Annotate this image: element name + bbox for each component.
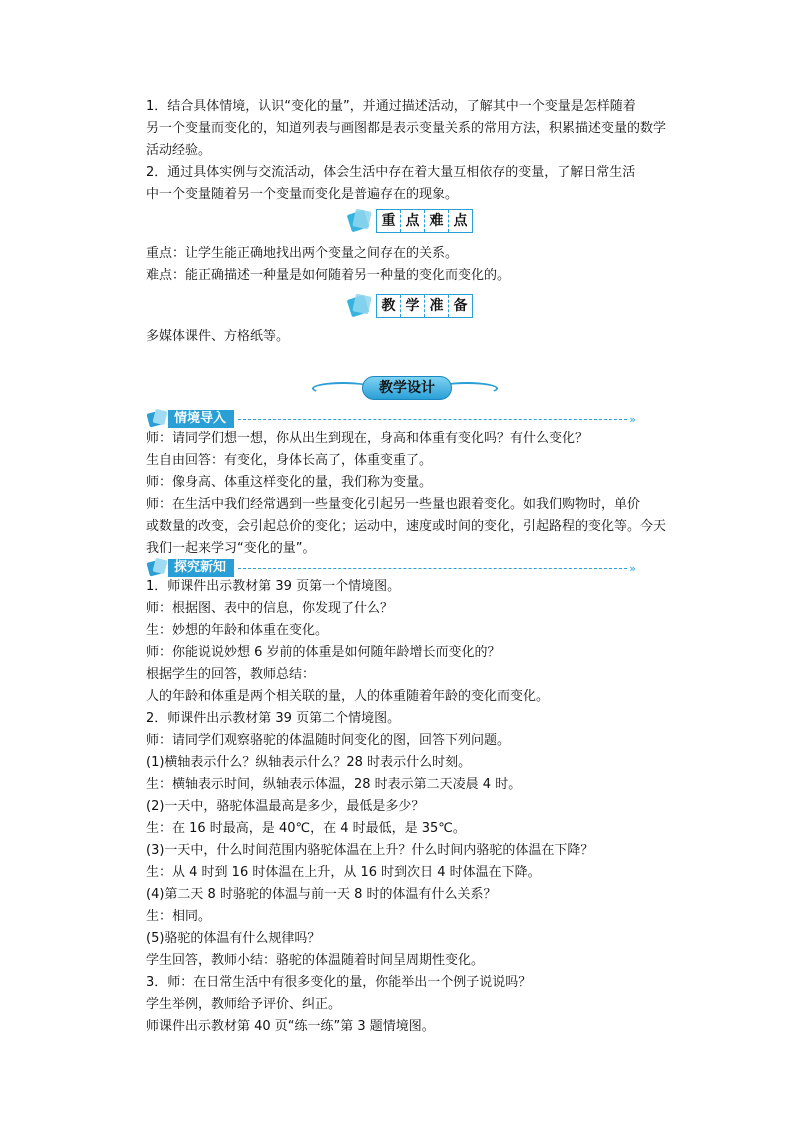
explore-line: (3)一天中，什么时间范围内骆驼体温在上升？什么时间内骆驼的体温在下降？ xyxy=(146,843,594,858)
intro-line: 或数量的改变，会引起总价的变化；运动中，速度或时间的变化，引起路程的变化等。今天 xyxy=(146,519,667,534)
double-chevron-icon: » xyxy=(629,561,636,575)
intro-line: 师：像身高、体重这样变化的量，我们称为变量。 xyxy=(146,475,433,490)
badge-char: 点 xyxy=(401,210,425,232)
explore-line: 2．师课件出示教材第 39 页第二个情境图。 xyxy=(146,711,401,726)
book-icon xyxy=(146,558,168,578)
explore-line: (5)骆驼的体温有什么规律吗？ xyxy=(146,931,321,946)
dashed-divider xyxy=(238,568,627,569)
preparation-badge xyxy=(346,293,473,319)
key-points-badge xyxy=(346,208,473,234)
intro-line: 我们一起来学习“变化的量”。 xyxy=(146,541,316,556)
goal-line: 活动经验。 xyxy=(146,143,212,158)
goal-line: 1．结合具体情境，认识“变化的量”，并通过描述活动，了解其中一个变量是怎样随着 xyxy=(146,99,636,114)
dashed-divider xyxy=(238,419,627,420)
explore-line: 生：横轴表示时间，纵轴表示体温，28 时表示第二天凌晨 4 时。 xyxy=(146,777,522,792)
explore-line: (2)一天中，骆驼体温最高是多少，最低是多少？ xyxy=(146,799,425,814)
badge-char: 准 xyxy=(425,295,449,317)
explore-line: (1)横轴表示什么？纵轴表示什么？28 时表示什么时刻。 xyxy=(146,755,472,770)
goal-line: 另一个变量而变化的，知道列表与画图都是表示变量关系的常用方法，积累描述变量的数学 xyxy=(146,121,667,136)
badge-char: 难 xyxy=(425,210,449,232)
intro-line: 师：在生活中我们经常遇到一些量变化引起另一些量也跟着变化。如我们购物时，单价 xyxy=(146,497,641,512)
key-point: 重点：让学生能正确地找出两个变量之间存在的关系。 xyxy=(146,246,459,261)
explore-line: 学生举例，教师给予评价、纠正。 xyxy=(146,997,342,1012)
explore-line: 学生回答，教师小结：骆驼的体温随着时间呈周期性变化。 xyxy=(146,953,485,968)
explore-line: 3．师：在日常生活中有很多变化的量，你能举出一个例子说说吗？ xyxy=(146,975,532,990)
explore-line: 根据学生的回答，教师总结： xyxy=(146,667,316,682)
explore-line: 生：在 16 时最高，是 40℃，在 4 时最低，是 35℃。 xyxy=(146,821,466,836)
badge-char: 备 xyxy=(453,298,468,314)
explore-line: 1．师课件出示教材第 39 页第一个情境图。 xyxy=(146,579,401,594)
badge-char: 点 xyxy=(453,213,468,229)
double-chevron-icon: » xyxy=(629,412,636,426)
explore-line: 生：妙想的年龄和体重在变化。 xyxy=(146,623,329,638)
teaching-design-banner xyxy=(312,375,498,401)
explore-line: 人的年龄和体重是两个相关联的量，人的体重随着年龄的变化而变化。 xyxy=(146,689,550,704)
goal-line: 中一个变量随着另一个变量而变化是普遍存在的现象。 xyxy=(146,187,459,202)
intro-line: 生自由回答：有变化，身体长高了，体重变重了。 xyxy=(146,453,433,468)
book-icon xyxy=(346,293,372,319)
explore-line: (4)第二天 8 时骆驼的体温与前一天 8 时的体温有什么关系？ xyxy=(146,887,497,902)
intro-line: 师：请同学们想一想，你从出生到现在，身高和体重有变化吗？有什么变化？ xyxy=(146,431,589,446)
book-icon xyxy=(146,409,168,429)
badge-char: 学 xyxy=(401,295,425,317)
explore-line: 生：相同。 xyxy=(146,909,212,924)
explore-line: 师：你能说说妙想 6 岁前的体重是如何随年龄增长而变化的？ xyxy=(146,645,501,660)
goal-line: 2．通过具体实例与交流活动，体会生活中存在着大量互相依存的变量，了解日常生活 xyxy=(146,165,636,180)
explore-line: 生：从 4 时到 16 时体温在上升，从 16 时到次日 4 时体温在下降。 xyxy=(146,865,541,880)
section-title: 情境导入 xyxy=(168,410,234,428)
section-header-intro xyxy=(146,409,636,429)
badge-char: 重 xyxy=(377,210,401,232)
preparation-text: 多媒体课件、方格纸等。 xyxy=(146,329,290,344)
section-title: 探究新知 xyxy=(168,559,234,577)
explore-line: 师课件出示教材第 40 页“练一练”第 3 题情境图。 xyxy=(146,1019,435,1034)
banner-title: 教学设计 xyxy=(362,376,452,400)
section-header-explore xyxy=(146,558,636,578)
explore-line: 师：根据图、表中的信息，你发现了什么？ xyxy=(146,601,394,616)
badge-char: 教 xyxy=(377,295,401,317)
explore-line: 师：请同学们观察骆驼的体温随时间变化的图，回答下列问题。 xyxy=(146,733,511,748)
book-icon xyxy=(346,208,372,234)
difficulty-point: 难点：能正确描述一种量是如何随着另一种量的变化而变化的。 xyxy=(146,268,511,283)
